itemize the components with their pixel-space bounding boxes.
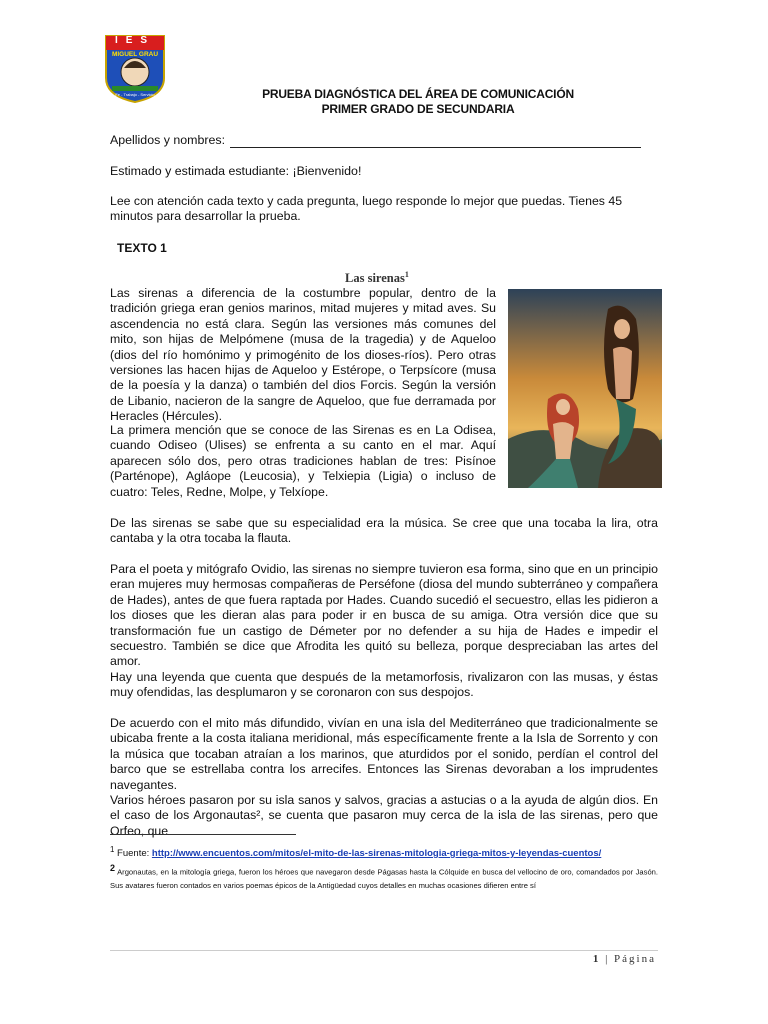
name-label: Apellidos y nombres: — [110, 133, 226, 147]
test-title: PRUEBA DIAGNÓSTICA DEL ÁREA DE COMUNICACIÓN — [262, 87, 574, 101]
paragraph-2: La primera mención que se conoce de las Sirenas es en La Odisea, cuando Odiseo (Ulises) se enfrenta a su canto en el mar. Aquí aparecen sólo dos, pero otras tradiciones hablan de tres: Pisínoe (Parténope), Agláope (Leucosia), y Telxiepia (Ligia) o incluso de cuatro: Teles, Redne, Molpe, y Telxíope. — [110, 423, 496, 499]
article-title-ref: 1 — [404, 270, 409, 279]
footnote-1-marker: 1 — [110, 845, 115, 854]
logo-letters: IES — [114, 35, 156, 46]
page-number: 1 | Página — [592, 953, 656, 965]
paragraph-3: De las sirenas se sabe que su especialidad era la música. Se cree que una tocaba la lira, otra cantaba y la otra tocaba la flauta. — [110, 516, 658, 546]
page-number-value: 1 — [592, 953, 601, 965]
logo-motto: Fe - Trabajo - Servicio — [115, 92, 155, 97]
paragraph-1: Las sirenas a diferencia de la costumbre popular, dentro de la tradición griega eran genios marinos, mitad mujeres y mitad aves. Su ascendencia no está clara. Según las versiones más comunes del mito, son hijas de Melpómene (musa de la tragedia) y de Aqueloo (dios del río homónimo y primogénito de los dioses-ríos). Pero otras versiones las hacen hijas de Aqueloo y Estérope, o Terpsícore (musa de la poesía y la danza) o también del dios Forcis. Según la versión de Libanio, nacieron de la sangre de Aqueloo, que fue derramada por Heracles (Hércules). — [110, 286, 496, 424]
paragraph-5: Hay una leyenda que cuenta que después de la metamorfosis, rivalizaron con las musas, y éstas muy ofendidas, las desplumaron y se coronaron con sus despojos. — [110, 670, 658, 700]
grade-title: PRIMER GRADO DE SECUNDARIA — [321, 102, 515, 116]
footnote-divider — [110, 834, 296, 835]
paragraph-4: Para el poeta y mitógrafo Ovidio, las sirenas no siempre tuvieron esa forma, sino que en un principio eran mujeres muy hermosas compañeras de Perséfone (diosa del mundo subterráneo y compañera de Hades), antes de que fuera raptada por Hades. Cuando sucedió el secuestro, ellas les pidieron a los dioses que les dieran alas para poder ir en busca de su amiga. Otra versión dice que su transformación fue un castigo de Démeter por no defender a su hija de Hades e impedir el secuestro. También se dice que Afrodita les quitó su belleza, porque despreciaban las artes del amor. — [110, 562, 658, 669]
page-label: Página — [614, 953, 656, 965]
article-title — [345, 270, 409, 286]
footnote-1 — [110, 843, 601, 860]
paragraph-7: Varios héroes pasaron por su isla sanos y salvos, gracias a astucias o a la ayuda de algún dios. En el caso de los Argonautas², se cuenta que pasaron muy cerca de la isla de las sirenas, pero que Orfeo, que — [110, 793, 658, 838]
source-link[interactable]: http://www.encuentos.com/mitos/el-mito-de-las-sirenas-mitologia-griega-mitos-y-leyendas-cuentos/ — [151, 848, 602, 860]
footnote-2-marker: 2 — [110, 863, 116, 873]
paragraph-6: De acuerdo con el mito más difundido, vivían en una isla del Mediterráneo que tradicionalmente se ubicaba frente a la costa italiana meridional, más específicamente frente a la Isla de Sorrento y con la música que tocaban atraían a los marinos, que aturdidos por el sonido, perdían el control del barco que se estrellaba contra los arrecifes. Entonces las Sirenas devoraban a los imprudentes navegantes. — [110, 716, 658, 792]
footnote-2-text: Argonautas, en la mitología griega, fueron los héroes que navegaron desde Págasas hasta la Cólquide en busca del vellocino de oro, comandados por Jasón. Sus avatares fueron contados en varios poemas épicos de la Antigüedad cuyos detalles en muchas ocasiones difieren entre sí — [110, 867, 658, 890]
sirens-illustration — [508, 289, 662, 488]
footnote-2 — [110, 862, 658, 892]
footnote-1-label: Fuente: — [117, 848, 150, 860]
logo-name: MIGUEL GRAU — [111, 51, 159, 58]
article-title-text: Las sirenas — [345, 271, 405, 286]
name-field[interactable] — [230, 147, 641, 148]
greeting-text: Estimado y estimada estudiante: ¡Bienvenido! — [110, 164, 362, 178]
section-label: TEXTO 1 — [117, 241, 167, 255]
footer-divider — [110, 950, 658, 951]
instructions-text: Lee con atención cada texto y cada pregunta, luego responde lo mejor que puedas. Tienes 45 minutos para desarrollar la prueba. — [110, 194, 623, 224]
